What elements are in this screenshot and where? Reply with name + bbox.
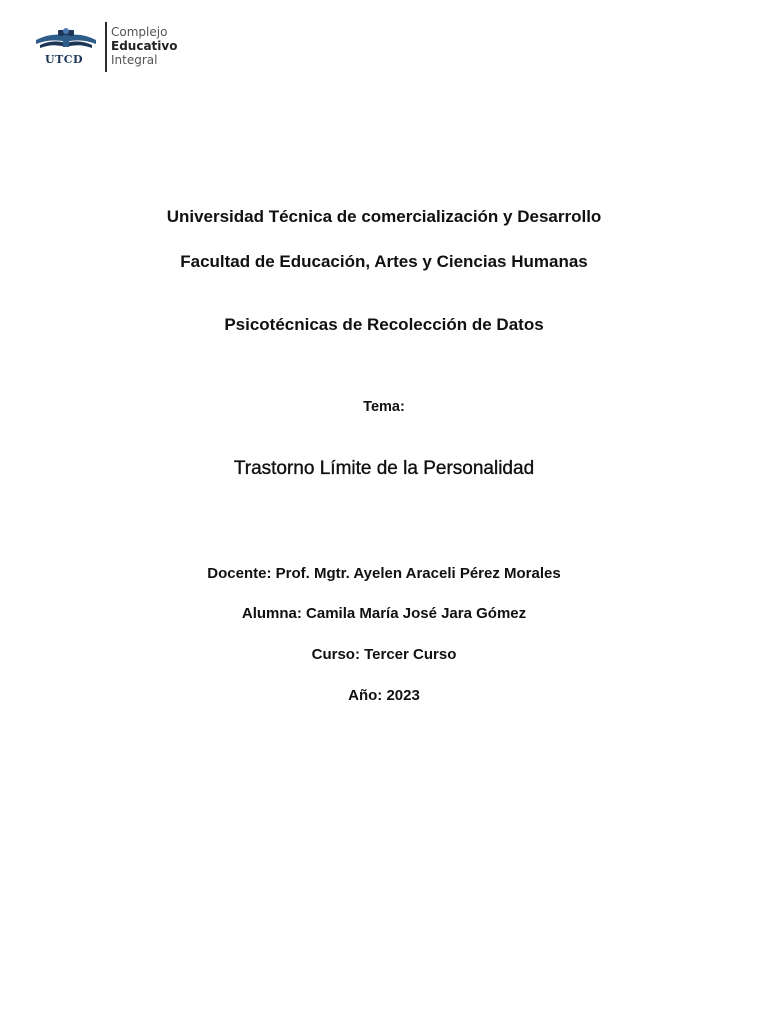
logo-word-educativo: Educativo bbox=[111, 39, 178, 53]
utcd-logo bbox=[34, 22, 184, 74]
logo-word-complejo: Complejo bbox=[111, 25, 168, 39]
faculty-name: Facultad de Educación, Artes y Ciencias Humanas bbox=[180, 252, 588, 271]
logo-divider bbox=[105, 22, 107, 72]
year-line: Año: 2023 bbox=[348, 687, 420, 704]
topic-title: Trastorno Límite de la Personalidad bbox=[233, 458, 535, 479]
teacher-line: Docente: Prof. Mgtr. Ayelen Araceli Pérez Morales bbox=[207, 565, 561, 582]
student-line: Alumna: Camila María José Jara Gómez bbox=[241, 605, 527, 622]
course-line: Curso: Tercer Curso bbox=[311, 646, 457, 663]
logo-word-integral: Integral bbox=[111, 53, 158, 67]
logo-wordmark bbox=[111, 25, 177, 67]
topic-label: Tema: bbox=[363, 399, 405, 415]
subject-name: Psicotécnicas de Recolección de Datos bbox=[224, 315, 544, 334]
university-name: Universidad Técnica de comercialización y Desarrollo bbox=[166, 207, 602, 226]
logo-acronym: UTCD bbox=[45, 53, 84, 66]
